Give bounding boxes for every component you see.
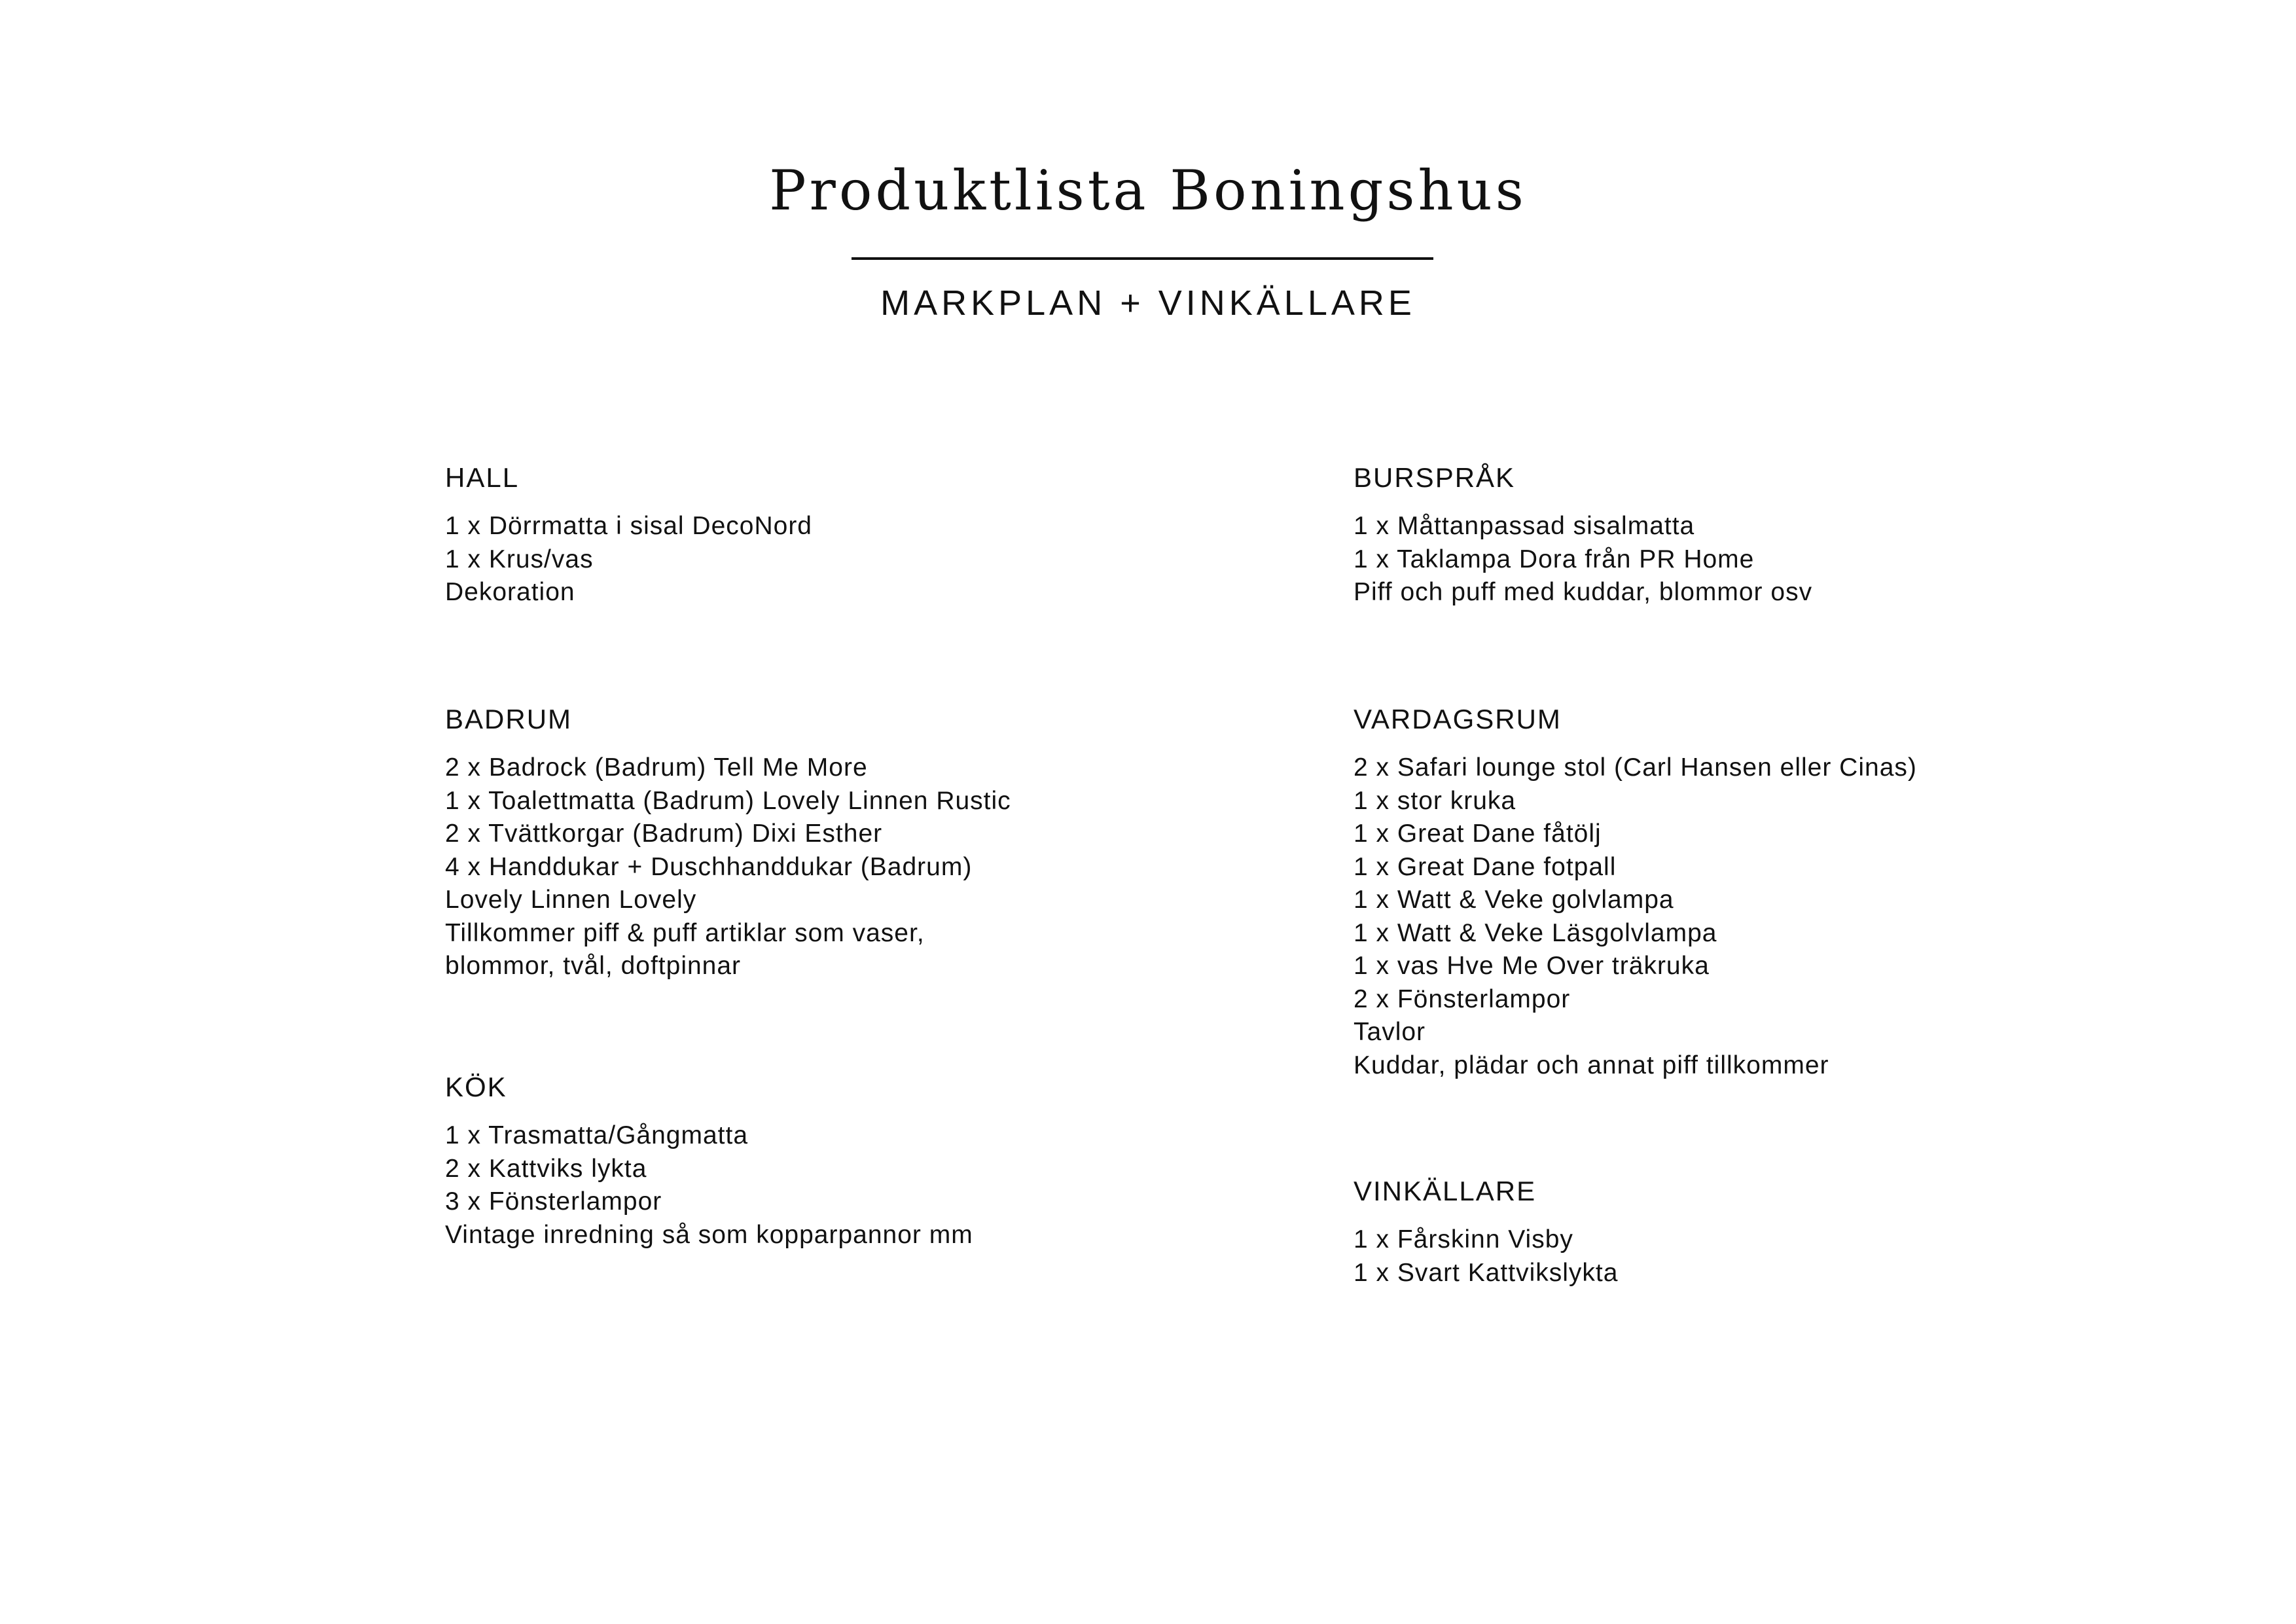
list-item: Vintage inredning så som kopparpannor mm — [445, 1220, 973, 1249]
section-heading: VINKÄLLARE — [1354, 1176, 1537, 1206]
list-item: 1 x Trasmatta/Gångmatta — [445, 1121, 749, 1149]
list-item: 1 x Great Dane fåtölj — [1354, 820, 1602, 848]
list-item: 1 x Fårskinn Visby — [1354, 1225, 1573, 1254]
section-vardagsrum — [1354, 702, 2204, 1082]
list-item: 2 x Badrock (Badrum) Tell Me More — [445, 753, 868, 782]
list-item: 1 x Svart Kattvikslykta — [1354, 1258, 1619, 1287]
item-list — [445, 751, 1296, 983]
item-list — [1354, 751, 2204, 1082]
section-heading: BURSPRÅK — [1354, 462, 1516, 493]
list-item: 1 x Taklampa Dora från PR Home — [1354, 545, 1755, 573]
list-item: 2 x Kattviks lykta — [445, 1154, 647, 1183]
page-title: Produktlista Boningshus — [769, 158, 1527, 223]
list-item: 1 x stor kruka — [1354, 786, 1516, 815]
list-item: Tillkommer piff & puff artiklar som vaser, — [445, 918, 925, 947]
list-item: Tavlor — [1354, 1018, 1426, 1046]
list-item: 1 x Watt & Veke Läsgolvlampa — [1354, 918, 1717, 947]
section-heading: KÖK — [445, 1072, 507, 1102]
list-item: 2 x Fönsterlampor — [1354, 984, 1571, 1013]
list-item: 2 x Tvättkorgar (Badrum) Dixi Esther — [445, 820, 883, 848]
list-item: 1 x Watt & Veke golvlampa — [1354, 886, 1674, 914]
page-subtitle: MARKPLAN + VINKÄLLARE — [880, 283, 1416, 323]
list-item: Dekoration — [445, 578, 575, 606]
title-divider — [852, 257, 1433, 260]
list-item: blommor, tvål, doftpinnar — [445, 952, 742, 980]
list-item: 1 x Dörrmatta i sisal DecoNord — [445, 512, 812, 540]
section-vinkallare — [1354, 1174, 2204, 1290]
section-burssprak — [1354, 460, 2204, 609]
section-hall — [445, 460, 1296, 609]
item-list — [445, 510, 1296, 609]
list-item: 1 x Toalettmatta (Badrum) Lovely Linnen Rustic — [445, 786, 1011, 815]
item-list — [1354, 1223, 2204, 1290]
list-item: Kuddar, plädar och annat piff tillkommer — [1354, 1051, 1829, 1079]
section-heading: BADRUM — [445, 704, 573, 734]
list-item: 1 x Måttanpassad sisalmatta — [1354, 512, 1695, 540]
list-item: 1 x vas Hve Me Over träkruka — [1354, 952, 1710, 980]
list-item: 4 x Handdukar + Duschhanddukar (Badrum) — [445, 852, 973, 881]
section-heading: VARDAGSRUM — [1354, 704, 1562, 734]
list-item: 1 x Great Dane fotpall — [1354, 852, 1617, 881]
list-item: 3 x Fönsterlampor — [445, 1187, 662, 1216]
section-badrum — [445, 702, 1296, 983]
list-item: Piff och puff med kuddar, blommor osv — [1354, 578, 1813, 606]
item-list — [1354, 510, 2204, 609]
item-list — [445, 1119, 1296, 1252]
list-item: 1 x Krus/vas — [445, 545, 594, 573]
list-item: Lovely Linnen Lovely — [445, 886, 697, 914]
section-heading: HALL — [445, 462, 520, 493]
section-kok — [445, 1070, 1296, 1252]
list-item: 2 x Safari lounge stol (Carl Hansen eller Cinas) — [1354, 753, 1917, 782]
